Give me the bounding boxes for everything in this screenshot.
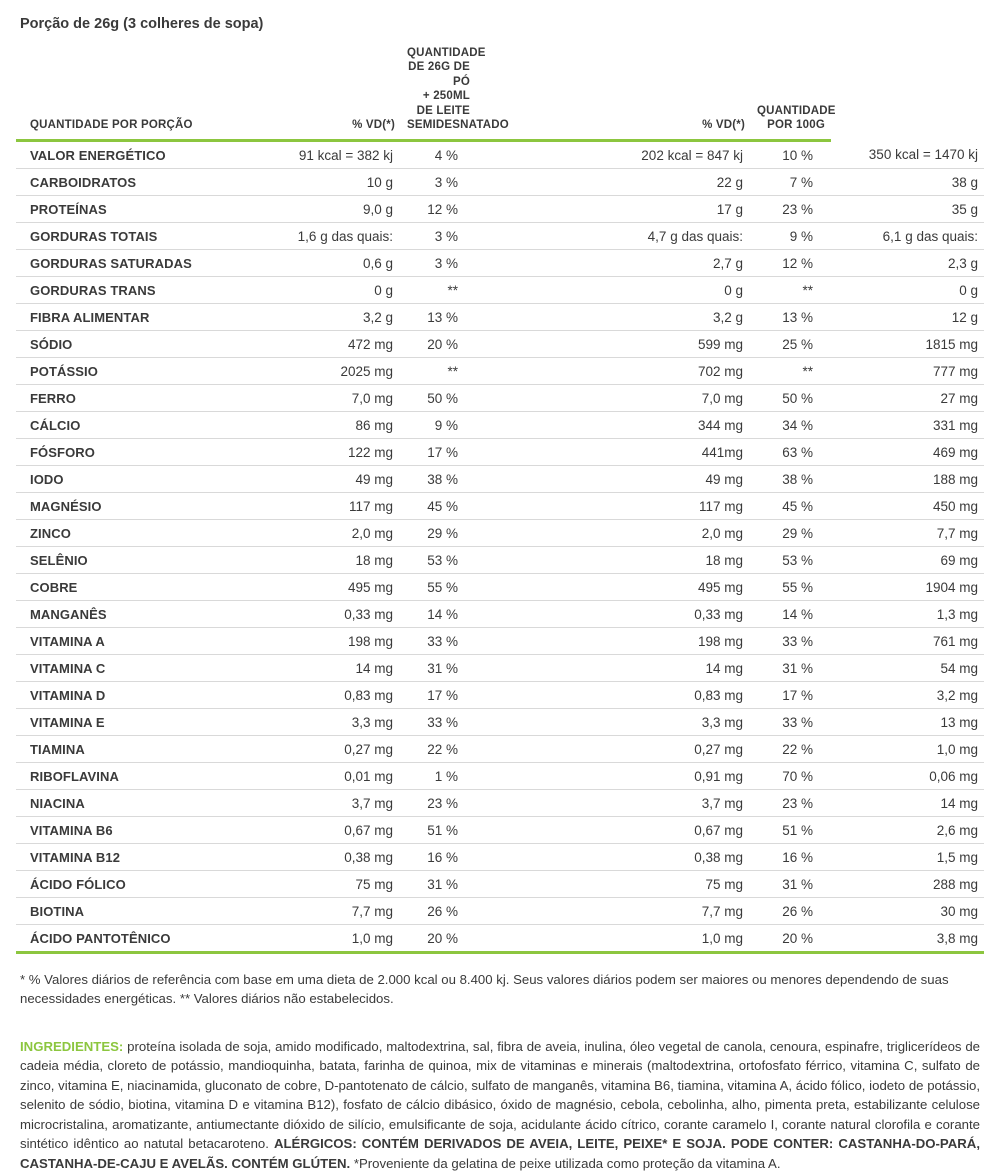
nutrient-vd-with-milk: 53 % [751, 547, 831, 574]
nutrient-vd-per-serving: 17 % [401, 682, 476, 709]
nutrient-vd-per-serving: 13 % [401, 304, 476, 331]
nutrient-amount-per-serving: 0,67 mg [286, 817, 401, 844]
nutrient-amount-per-serving: 0,33 mg [286, 601, 401, 628]
nutrient-amount-per-100g: 38 g [831, 169, 984, 196]
nutrient-name: POTÁSSIO [16, 358, 286, 385]
nutrient-amount-per-100g: 35 g [831, 196, 984, 223]
nutrient-amount-per-100g: 3,2 mg [831, 682, 984, 709]
nutrient-vd-per-serving: ** [401, 358, 476, 385]
table-row [16, 358, 984, 385]
nutrient-amount-with-milk: 18 mg [476, 547, 751, 574]
nutrient-name: GORDURAS TOTAIS [16, 223, 286, 250]
nutrient-vd-with-milk: 13 % [751, 304, 831, 331]
table-row [16, 763, 984, 790]
nutrient-amount-with-milk: 0 g [476, 277, 751, 304]
nutrient-amount-per-serving: 75 mg [286, 871, 401, 898]
nutrient-name: VITAMINA D [16, 682, 286, 709]
nutrient-name: FIBRA ALIMENTAR [16, 304, 286, 331]
nutrient-amount-per-100g: 1815 mg [831, 331, 984, 358]
nutrient-amount-with-milk: 0,38 mg [476, 844, 751, 871]
column-header-per-100g [751, 46, 836, 141]
nutrient-vd-with-milk: 17 % [751, 682, 831, 709]
nutrient-vd-with-milk: 14 % [751, 601, 831, 628]
column-header-quantity-per-serving: QUANTIDADE POR PORÇÃO [16, 46, 286, 141]
nutrient-vd-per-serving: 33 % [401, 628, 476, 655]
table-row [16, 250, 984, 277]
nutrient-name: NIACINA [16, 790, 286, 817]
nutrient-name: FERRO [16, 385, 286, 412]
nutrient-vd-per-serving: 3 % [401, 250, 476, 277]
nutrient-vd-with-milk: 63 % [751, 439, 831, 466]
nutrient-amount-with-milk: 49 mg [476, 466, 751, 493]
nutrient-amount-per-100g: 761 mg [831, 628, 984, 655]
nutrient-vd-per-serving: 9 % [401, 412, 476, 439]
nutrient-name: SELÊNIO [16, 547, 286, 574]
table-row [16, 898, 984, 925]
column-header-powder-with-milk-line2: + 250ML DE LEITE SEMIDESNATADO [407, 90, 509, 131]
table-row [16, 628, 984, 655]
nutrient-amount-per-serving: 0,01 mg [286, 763, 401, 790]
nutrient-amount-per-100g: 13 mg [831, 709, 984, 736]
nutrient-amount-per-100g: 0 g [831, 277, 984, 304]
table-row [16, 817, 984, 844]
table-row [16, 601, 984, 628]
nutrient-vd-with-milk: 23 % [751, 790, 831, 817]
nutrient-vd-with-milk: 25 % [751, 331, 831, 358]
nutrient-vd-with-milk: 26 % [751, 898, 831, 925]
nutrient-vd-per-serving: 4 % [401, 141, 476, 169]
nutrient-name: VITAMINA E [16, 709, 286, 736]
table-row [16, 466, 984, 493]
nutrient-amount-per-100g: 450 mg [831, 493, 984, 520]
column-header-powder-with-milk-line1: QUANTIDADE DE 26G DE PÓ [407, 47, 486, 88]
nutrient-amount-with-milk: 3,3 mg [476, 709, 751, 736]
nutrient-amount-with-milk: 198 mg [476, 628, 751, 655]
nutrient-amount-per-100g: 2,6 mg [831, 817, 984, 844]
table-row [16, 655, 984, 682]
nutrient-amount-with-milk: 7,0 mg [476, 385, 751, 412]
nutrient-name: BIOTINA [16, 898, 286, 925]
nutrient-amount-with-milk: 702 mg [476, 358, 751, 385]
nutrient-amount-per-100g: 69 mg [831, 547, 984, 574]
nutrient-amount-per-serving: 3,2 g [286, 304, 401, 331]
table-row [16, 277, 984, 304]
column-header-vd2: % VD(*) [476, 46, 751, 141]
ingredients-label: INGREDIENTES: [20, 1038, 124, 1054]
nutrient-name: GORDURAS TRANS [16, 277, 286, 304]
table-row [16, 412, 984, 439]
nutrient-vd-per-serving: 16 % [401, 844, 476, 871]
nutrient-vd-per-serving: 29 % [401, 520, 476, 547]
nutrient-amount-per-serving: 9,0 g [286, 196, 401, 223]
nutrient-vd-with-milk: 55 % [751, 574, 831, 601]
nutrient-name: VALOR ENERGÉTICO [16, 141, 286, 169]
nutrient-amount-per-serving: 7,7 mg [286, 898, 401, 925]
table-row [16, 169, 984, 196]
nutrient-amount-with-milk: 117 mg [476, 493, 751, 520]
nutrient-vd-with-milk: 10 % [751, 141, 831, 169]
table-row [16, 304, 984, 331]
nutrient-name: RIBOFLAVINA [16, 763, 286, 790]
nutrient-vd-per-serving: 50 % [401, 385, 476, 412]
table-row [16, 141, 984, 169]
nutrient-vd-with-milk: 45 % [751, 493, 831, 520]
nutrient-amount-per-100g: 188 mg [831, 466, 984, 493]
nutrient-vd-per-serving: 12 % [401, 196, 476, 223]
nutrient-vd-per-serving: 45 % [401, 493, 476, 520]
nutrient-amount-per-serving: 0,38 mg [286, 844, 401, 871]
nutrient-vd-per-serving: 53 % [401, 547, 476, 574]
nutrient-vd-with-milk: 38 % [751, 466, 831, 493]
nutrient-amount-per-serving: 91 kcal = 382 kj [286, 141, 401, 169]
ingredients-body: proteína isolada de soja, amido modificado, maltodextrina, sal, fibra de aveia, inulina, óleo vegetal de canola, cenoura, espinafre, triglicerídeos de cadeia média, cloreto de potássio, mandioquinha, batata, farinha de quinoa, mix de vitaminas e minerais (maltodextrina, ortofosfato férrico, vitamina C, sulfato de zinco, vitamina E, niacinamida, gluconato de cobre, D-pantotenato de cálcio, sulfato de manganês, vitamina B6, tiamina, vitamina A, ácido fólico, iodeto de potássio, selenito de sódio, biotina, vitamina D e vitamina B12), fosfato de cálcio dibásico, óxido de magnésio, cebola, cebolinha, alho, pimenta preta, estabilizante celulose microcristalina, aromatizante, antiumectante dióxido de silício, emulsificante de soja, acidulante ácido cítrico, corante caramelo I, corante natural clorofila e corante sintético idêntico ao natutal betacaroteno. [20, 1038, 980, 1152]
table-row [16, 331, 984, 358]
nutrient-amount-with-milk: 4,7 g das quais: [476, 223, 751, 250]
nutrient-amount-with-milk: 3,2 g [476, 304, 751, 331]
nutrient-amount-per-serving: 472 mg [286, 331, 401, 358]
nutrient-amount-with-milk: 22 g [476, 169, 751, 196]
nutrient-vd-per-serving: 26 % [401, 898, 476, 925]
nutrient-amount-with-milk: 495 mg [476, 574, 751, 601]
nutrient-vd-per-serving: 23 % [401, 790, 476, 817]
nutrient-amount-per-serving: 14 mg [286, 655, 401, 682]
nutrient-amount-per-serving: 2,0 mg [286, 520, 401, 547]
nutrient-amount-with-milk: 202 kcal = 847 kj [476, 141, 751, 169]
nutrient-amount-with-milk: 344 mg [476, 412, 751, 439]
nutrient-amount-with-milk: 0,27 mg [476, 736, 751, 763]
nutrient-vd-with-milk: ** [751, 358, 831, 385]
table-row [16, 844, 984, 871]
nutrient-vd-with-milk: 29 % [751, 520, 831, 547]
nutrient-name: PROTEÍNAS [16, 196, 286, 223]
nutrient-amount-per-serving: 49 mg [286, 466, 401, 493]
nutrient-amount-with-milk: 599 mg [476, 331, 751, 358]
nutrient-amount-per-100g: 1,5 mg [831, 844, 984, 871]
nutrient-name: ZINCO [16, 520, 286, 547]
nutrient-amount-with-milk: 75 mg [476, 871, 751, 898]
nutrient-amount-per-100g: 1,3 mg [831, 601, 984, 628]
nutrient-vd-with-milk: 51 % [751, 817, 831, 844]
nutrient-amount-with-milk: 2,0 mg [476, 520, 751, 547]
nutrient-name: MANGANÊS [16, 601, 286, 628]
nutrient-vd-with-milk: 12 % [751, 250, 831, 277]
table-row [16, 790, 984, 817]
nutrient-name: FÓSFORO [16, 439, 286, 466]
nutrient-amount-per-100g: 7,7 mg [831, 520, 984, 547]
nutrient-name: ÁCIDO FÓLICO [16, 871, 286, 898]
nutrient-vd-with-milk: 50 % [751, 385, 831, 412]
table-row [16, 547, 984, 574]
nutrient-name: ÁCIDO PANTOTÊNICO [16, 925, 286, 953]
table-row [16, 385, 984, 412]
nutrient-name: VITAMINA A [16, 628, 286, 655]
nutrient-amount-per-100g: 30 mg [831, 898, 984, 925]
nutrient-name: IODO [16, 466, 286, 493]
nutrient-amount-with-milk: 7,7 mg [476, 898, 751, 925]
nutrient-amount-per-100g: 6,1 g das quais: [831, 223, 984, 250]
serving-size-text: Porção de 26g (3 colheres de sopa) [20, 16, 264, 32]
nutrient-vd-with-milk: 33 % [751, 628, 831, 655]
nutrient-vd-with-milk: 7 % [751, 169, 831, 196]
nutrient-name: MAGNÉSIO [16, 493, 286, 520]
nutrient-vd-per-serving: 1 % [401, 763, 476, 790]
nutrient-name: GORDURAS SATURADAS [16, 250, 286, 277]
nutrient-vd-with-milk: 22 % [751, 736, 831, 763]
nutrient-amount-per-serving: 18 mg [286, 547, 401, 574]
nutrient-amount-per-serving: 1,0 mg [286, 925, 401, 953]
table-row [16, 439, 984, 466]
table-header [16, 46, 984, 141]
table-row [16, 925, 984, 953]
nutrient-vd-per-serving: 31 % [401, 871, 476, 898]
nutrient-amount-per-serving: 2025 mg [286, 358, 401, 385]
table-row [16, 682, 984, 709]
nutrient-name: CÁLCIO [16, 412, 286, 439]
nutrient-vd-with-milk: 31 % [751, 655, 831, 682]
nutrient-name: CARBOIDRATOS [16, 169, 286, 196]
table-row [16, 223, 984, 250]
ingredients-block [20, 1037, 980, 1173]
allergens-text: ALÉRGICOS: CONTÉM DERIVADOS DE AVEIA, LEITE, PEIXE* E SOJA. PODE CONTER: CASTANHA-DO-PARÁ, CASTANHA-DE-CAJU E AVELÃS. CONTÉM GLÚTEN. [20, 1136, 980, 1171]
nutrient-amount-per-100g: 27 mg [831, 385, 984, 412]
nutrient-amount-per-100g: 1904 mg [831, 574, 984, 601]
nutrient-name: SÓDIO [16, 331, 286, 358]
nutrient-name: VITAMINA C [16, 655, 286, 682]
table-row [16, 709, 984, 736]
nutrient-amount-per-100g: 2,3 g [831, 250, 984, 277]
nutrient-vd-per-serving: 3 % [401, 223, 476, 250]
nutrient-name: COBRE [16, 574, 286, 601]
nutrient-vd-per-serving: 31 % [401, 655, 476, 682]
nutrient-amount-per-serving: 117 mg [286, 493, 401, 520]
nutrient-vd-per-serving: 3 % [401, 169, 476, 196]
nutrient-amount-per-serving: 198 mg [286, 628, 401, 655]
nutrient-amount-with-milk: 1,0 mg [476, 925, 751, 953]
column-header-per-100g-line1: QUANTIDADE [757, 104, 836, 117]
table-row [16, 520, 984, 547]
nutrient-amount-per-100g: 288 mg [831, 871, 984, 898]
nutrition-table [16, 46, 984, 954]
nutrient-amount-per-100g: 14 mg [831, 790, 984, 817]
nutrient-vd-per-serving: 17 % [401, 439, 476, 466]
nutrient-vd-per-serving: 14 % [401, 601, 476, 628]
nutrient-amount-per-100g: 350 kcal = 1470 kj [831, 141, 984, 169]
nutrient-vd-per-serving: 20 % [401, 331, 476, 358]
nutrient-amount-per-serving: 3,3 mg [286, 709, 401, 736]
nutrient-amount-with-milk: 14 mg [476, 655, 751, 682]
nutrient-amount-with-milk: 0,91 mg [476, 763, 751, 790]
nutrient-amount-with-milk: 0,83 mg [476, 682, 751, 709]
table-row [16, 574, 984, 601]
nutrient-amount-per-serving: 7,0 mg [286, 385, 401, 412]
nutrient-amount-per-serving: 495 mg [286, 574, 401, 601]
table-body [16, 141, 984, 953]
nutrient-vd-with-milk: 16 % [751, 844, 831, 871]
nutrient-vd-with-milk: 31 % [751, 871, 831, 898]
nutrient-vd-per-serving: 55 % [401, 574, 476, 601]
nutrient-amount-per-serving: 1,6 g das quais: [286, 223, 401, 250]
nutrient-vd-per-serving: 33 % [401, 709, 476, 736]
nutrient-vd-with-milk: 33 % [751, 709, 831, 736]
nutrient-name: VITAMINA B12 [16, 844, 286, 871]
nutrient-name: VITAMINA B6 [16, 817, 286, 844]
nutrient-vd-with-milk: 23 % [751, 196, 831, 223]
nutrient-amount-per-100g: 1,0 mg [831, 736, 984, 763]
nutrient-vd-per-serving: 20 % [401, 925, 476, 953]
table-row [16, 736, 984, 763]
table-row [16, 493, 984, 520]
nutrient-amount-per-100g: 0,06 mg [831, 763, 984, 790]
nutrient-amount-per-100g: 54 mg [831, 655, 984, 682]
nutrient-vd-per-serving: 38 % [401, 466, 476, 493]
nutrient-amount-with-milk: 0,33 mg [476, 601, 751, 628]
nutrient-amount-per-serving: 86 mg [286, 412, 401, 439]
nutrient-amount-with-milk: 0,67 mg [476, 817, 751, 844]
column-header-vd1: % VD(*) [286, 46, 401, 141]
nutrient-vd-with-milk: 20 % [751, 925, 831, 953]
daily-value-footnote: * % Valores diários de referência com base em uma dieta de 2.000 kcal ou 8.400 kj. Seus valores diários podem ser maiores ou menores dependendo de suas necessidades energéticas. ** Valores diários não estabelecidos. [20, 972, 949, 1007]
nutrient-vd-per-serving: 22 % [401, 736, 476, 763]
nutrient-vd-per-serving: 51 % [401, 817, 476, 844]
nutrient-amount-with-milk: 2,7 g [476, 250, 751, 277]
nutrient-amount-per-serving: 0,83 mg [286, 682, 401, 709]
table-row [16, 871, 984, 898]
nutrient-amount-per-serving: 0 g [286, 277, 401, 304]
nutrient-amount-per-serving: 10 g [286, 169, 401, 196]
nutrient-amount-per-serving: 0,6 g [286, 250, 401, 277]
nutrient-vd-with-milk: 9 % [751, 223, 831, 250]
nutrient-amount-per-100g: 469 mg [831, 439, 984, 466]
nutrient-amount-per-serving: 3,7 mg [286, 790, 401, 817]
nutrient-amount-per-100g: 12 g [831, 304, 984, 331]
nutrient-amount-with-milk: 3,7 mg [476, 790, 751, 817]
nutrient-amount-per-100g: 777 mg [831, 358, 984, 385]
column-header-powder-with-milk [401, 46, 509, 141]
nutrient-vd-with-milk: ** [751, 277, 831, 304]
nutrient-vd-per-serving: ** [401, 277, 476, 304]
nutrient-name: TIAMINA [16, 736, 286, 763]
nutrient-amount-per-100g: 3,8 mg [831, 925, 984, 953]
nutrient-amount-with-milk: 17 g [476, 196, 751, 223]
column-header-per-100g-line2: POR 100G [767, 118, 825, 131]
nutrient-vd-with-milk: 70 % [751, 763, 831, 790]
nutrient-amount-per-100g: 331 mg [831, 412, 984, 439]
table-row [16, 196, 984, 223]
nutrient-vd-with-milk: 34 % [751, 412, 831, 439]
nutrient-amount-with-milk: 441mg [476, 439, 751, 466]
nutrient-amount-per-serving: 0,27 mg [286, 736, 401, 763]
nutrient-amount-per-serving: 122 mg [286, 439, 401, 466]
allergen-footnote: *Proveniente da gelatina de peixe utilizada como proteção da vitamina A. [350, 1155, 781, 1171]
